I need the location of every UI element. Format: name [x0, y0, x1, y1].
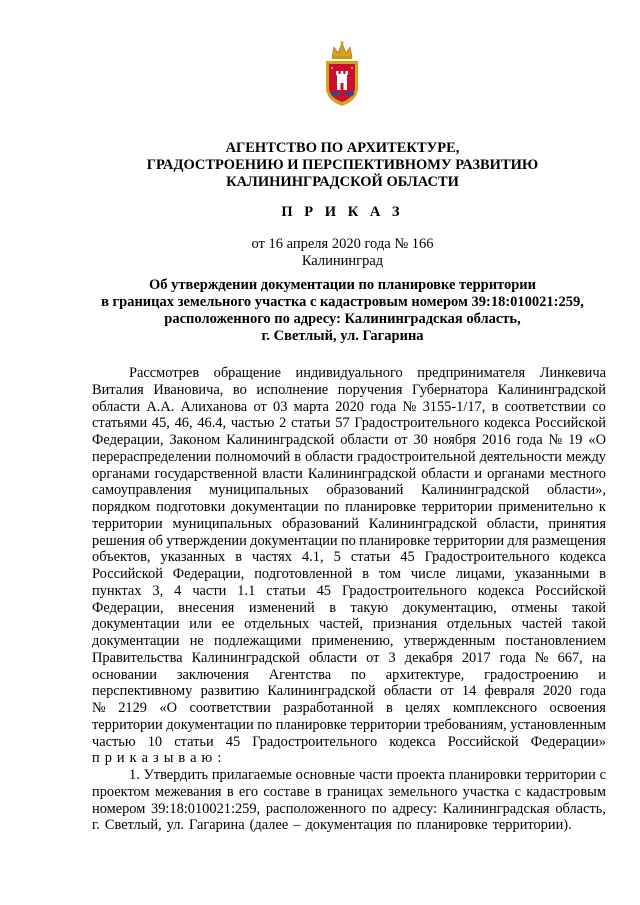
body-line — [92, 499, 606, 516]
body-word: документацию, — [402, 599, 497, 616]
body-word: кодекса — [477, 582, 525, 599]
body-word: 46.4, — [197, 415, 227, 432]
body-word: статьи — [174, 733, 214, 750]
body-word: отдельных — [446, 616, 512, 633]
body-word: ю — [201, 750, 213, 767]
body-word: 45 — [400, 549, 415, 566]
body-word: области — [383, 683, 433, 700]
body-word: планировке — [275, 716, 347, 733]
body-word: г. — [92, 817, 100, 834]
body-line — [92, 667, 606, 684]
body-line — [92, 717, 606, 734]
body-word: 667, — [557, 649, 583, 666]
body-line — [92, 600, 606, 617]
body-word: года — [499, 649, 526, 666]
body-line — [92, 415, 606, 432]
body-word: Калининградской — [368, 515, 478, 532]
body-line — [92, 399, 606, 416]
body-word: – — [293, 817, 301, 834]
body-word: муниципальных — [172, 515, 273, 532]
body-word: подготовки — [156, 499, 226, 515]
body-word: Калининградской — [307, 465, 417, 482]
body-word: признания — [372, 616, 438, 633]
body-line — [92, 365, 606, 382]
body-word: земельного — [388, 783, 458, 800]
body-word: 45, — [151, 415, 170, 432]
body-word: 2020 — [542, 683, 572, 700]
body-word: к — [598, 499, 606, 515]
subject-line-1: Об утверждении документации по планировке территории — [148, 277, 537, 293]
body-word: документации — [231, 499, 319, 515]
body-word: Светлый, — [104, 817, 162, 834]
body-word: декабря — [404, 649, 453, 666]
body-word: обращение — [213, 365, 282, 381]
body-word: индивидуального — [295, 365, 403, 381]
body-word: порядком — [92, 499, 151, 515]
body-word: частей, — [318, 616, 363, 633]
body-word: Правительства — [92, 649, 183, 666]
body-word: его — [238, 783, 259, 800]
body-word: развитию — [200, 683, 260, 700]
body-word: основании — [92, 666, 157, 683]
body-word: размещения — [531, 532, 606, 549]
body-word: и — [598, 666, 606, 683]
body-word: территории). — [492, 817, 572, 834]
body-word: 10 — [147, 733, 163, 750]
body-word: Российской — [447, 733, 519, 750]
body-word: документации — [166, 716, 254, 733]
body-word: от — [253, 398, 267, 415]
body-word: органами — [92, 465, 150, 482]
body-word: изменений — [248, 599, 315, 616]
body-word: частью — [92, 733, 136, 750]
body-word: 5 — [333, 549, 341, 566]
body-word: Агентства — [268, 666, 332, 683]
body-word: по — [324, 499, 340, 515]
body-word: 45 — [316, 582, 331, 599]
body-word: документация — [305, 817, 392, 834]
body-line — [92, 382, 606, 399]
body-word: Ивановича, — [153, 381, 224, 398]
body-word: кодекса — [389, 733, 436, 750]
body-word: Виталия — [92, 381, 144, 398]
body-word: соответствии — [504, 398, 586, 415]
body-word: года — [579, 683, 606, 700]
body-word: и — [474, 465, 483, 482]
agency-line-1: АГЕНТСТВО ПО АРХИТЕКТУРЕ, — [225, 140, 460, 156]
body-word: Российской — [534, 415, 606, 432]
body-word: 3155-1/17, — [422, 398, 486, 415]
body-word: года — [516, 432, 543, 448]
body-word: статьи — [350, 549, 391, 566]
body-word: освоения — [549, 700, 606, 716]
body-word: 1. — [129, 767, 140, 783]
body-word: Российской — [92, 566, 163, 582]
body-word: в — [329, 599, 336, 616]
body-word: А.А. — [146, 398, 175, 415]
body-word: 2 — [279, 415, 287, 432]
body-word: отмены — [511, 599, 558, 616]
body-word: планировки — [448, 767, 522, 783]
body-word: кодекса — [483, 415, 531, 432]
body-word: Рассмотрев — [129, 365, 200, 381]
body-word: части — [358, 767, 393, 783]
body-word: № — [548, 432, 563, 448]
body-word: целях — [405, 700, 441, 716]
body-word: 03 — [273, 398, 288, 415]
body-line — [92, 482, 606, 499]
body-word: а — [141, 750, 148, 767]
body-word: планировке — [359, 532, 431, 549]
body-word: требованиям, — [424, 716, 507, 733]
body-word: проекта — [396, 767, 445, 783]
body-word: Калининградской — [191, 649, 300, 666]
body-word: участка — [462, 783, 510, 800]
body-line — [92, 750, 606, 767]
body-word: применительно — [498, 499, 594, 515]
body-line — [92, 734, 606, 751]
body-word: Калининградской — [421, 482, 530, 499]
body-word: объектов, — [92, 549, 151, 566]
body-word: установленным — [510, 716, 606, 733]
body-word: области — [340, 432, 389, 448]
body-word: территории — [92, 515, 163, 532]
body-word: принятия — [548, 515, 606, 532]
body-word: постановлением — [505, 633, 606, 649]
body-line — [92, 700, 606, 717]
body-word: года — [370, 398, 397, 415]
body-word: в — [386, 700, 393, 716]
body-word: Калининградской — [267, 683, 376, 700]
body-word: указанных — [160, 549, 226, 566]
body-word: р — [104, 750, 112, 767]
body-word: территории — [525, 767, 596, 783]
body-word: с — [514, 783, 521, 800]
body-word: границах — [326, 783, 384, 800]
body-word: 2016 — [481, 432, 511, 448]
body-word: документации — [92, 633, 180, 649]
order-date: от 16 апреля 2020 года № 166 — [251, 236, 434, 252]
body-word: Калининградская — [442, 800, 550, 817]
body-word: 2020 — [335, 398, 364, 415]
body-word: частью — [230, 415, 275, 432]
agency-line-2: ГРАДОСТРОЕНИЮ И ПЕРСПЕКТИВНОМУ РАЗВИТИЮ — [146, 157, 539, 173]
subject-line-2: в границах земельного участка с кадастровым номером 39:18:010021:259, — [101, 294, 584, 310]
body-word: такой — [571, 599, 606, 616]
body-word: числе — [410, 566, 446, 582]
body-word: государственной — [154, 465, 258, 482]
body-word: местного — [549, 465, 606, 482]
body-word: утвержденным — [403, 633, 496, 649]
body-word: территории — [350, 716, 421, 733]
body-word: Федерации» — [530, 733, 606, 750]
body-line — [92, 650, 606, 667]
body-word: пунктах — [92, 582, 142, 599]
body-word: Линкевича — [539, 365, 606, 381]
body-word: частей — [521, 616, 563, 633]
body-word: образований — [326, 482, 404, 499]
body-word: области — [308, 649, 358, 666]
body-word: Градостроительного — [354, 415, 480, 432]
body-word: «О — [159, 700, 178, 716]
body-word: в — [226, 783, 234, 800]
body-word: номером — [92, 800, 146, 817]
order-subject — [80, 277, 605, 345]
body-word: применению, — [311, 633, 394, 649]
body-word: с — [599, 767, 606, 783]
body-word: области — [421, 465, 470, 482]
body-line — [92, 767, 606, 784]
body-line — [92, 449, 606, 466]
body-word: архитектуре, — [385, 666, 465, 683]
body-word: 39:18:010021:259, — [151, 800, 261, 817]
body-word: статьи — [266, 582, 306, 599]
body-word: в — [314, 783, 322, 800]
body-word: Алиханова — [180, 398, 248, 415]
body-word: Федерации, — [92, 432, 164, 448]
body-word: территории — [421, 499, 493, 515]
body-word: по — [396, 817, 412, 834]
body-word: подготовленной — [254, 566, 353, 582]
body-word: Федерации, — [92, 599, 164, 616]
body-word: не — [189, 633, 204, 649]
body-word: по — [350, 666, 366, 683]
body-line — [92, 466, 606, 483]
body-word: ноября — [433, 432, 477, 448]
body-word: комплексного — [452, 700, 538, 716]
body-line — [92, 784, 606, 801]
body-word: к — [129, 750, 137, 767]
body-word: поручения — [337, 381, 403, 398]
body-word: решения — [92, 532, 146, 549]
body-word: планировке — [416, 817, 488, 834]
body-word: по — [340, 532, 356, 549]
body-word: образований — [281, 515, 359, 532]
order-city: Калининград — [301, 253, 384, 269]
body-word: 4.1, — [301, 549, 324, 566]
body-word: кадастровым — [526, 783, 606, 800]
body-word: составе — [263, 783, 310, 800]
body-word: перспективному — [92, 683, 193, 700]
body-word: Градостроительного — [424, 549, 550, 566]
body-word: статьи — [291, 415, 331, 432]
body-word: 19 — [568, 432, 583, 448]
body-word: Гагарина — [189, 817, 245, 834]
body-word: отдельных — [244, 616, 310, 633]
body-word: 45 — [225, 733, 241, 750]
body-word: основные — [295, 767, 356, 783]
body-line — [92, 566, 606, 583]
body-word: 46, — [174, 415, 193, 432]
body-word: указанными — [514, 566, 590, 582]
body-word: и — [116, 750, 125, 767]
body-line — [92, 616, 606, 633]
body-word: з — [153, 750, 159, 767]
body-word: в — [294, 448, 302, 465]
subject-line-4: г. Светлый, ул. Гагарина — [261, 328, 424, 344]
body-word: области, — [486, 515, 539, 532]
body-word: 3, — [152, 582, 164, 599]
body-word: полномочий — [215, 448, 291, 465]
body-word: по — [371, 800, 387, 817]
body-word: на — [591, 649, 606, 666]
body-line — [92, 801, 606, 818]
body-word: Федерации, — [172, 566, 245, 582]
body-word: области — [305, 448, 354, 465]
body-word: февраля — [484, 683, 535, 700]
body-word: 2129 — [118, 700, 147, 716]
body-word: территории — [433, 532, 505, 549]
body-word: части — [192, 582, 227, 599]
body-word: подлежащими — [214, 633, 302, 649]
body-word: для — [507, 532, 529, 549]
body-word: градостроению — [484, 666, 579, 683]
body-word: со — [592, 398, 606, 415]
body-word: (далее — [249, 817, 289, 834]
body-word: такой — [571, 616, 606, 633]
body-word: № — [402, 398, 417, 415]
body-word: расположенного — [265, 800, 366, 817]
body-word: деятельности — [479, 448, 562, 465]
body-word: от — [440, 683, 454, 700]
body-word: области — [92, 398, 141, 415]
body-word: от — [394, 432, 408, 448]
body-word: документации — [92, 616, 180, 633]
body-line — [92, 583, 606, 600]
subject-line-3: расположенного по адресу: Калининградская область, — [164, 311, 521, 327]
body-word: заключения — [176, 666, 249, 683]
body-word: во — [232, 381, 247, 398]
body-word: об — [148, 532, 163, 549]
body-word: область, — [555, 800, 606, 817]
body-word: муниципальных — [209, 482, 309, 499]
body-word: частях — [252, 549, 292, 566]
body-line — [92, 533, 606, 550]
body-line — [92, 817, 606, 834]
body-line — [92, 683, 606, 700]
body-word: внесения — [178, 599, 235, 616]
body-word: адресу: — [392, 800, 438, 817]
body-word: межевания — [154, 783, 222, 800]
body-word: Утвердить — [143, 767, 209, 783]
body-word: кодекса — [559, 549, 606, 566]
body-word: или — [189, 616, 212, 633]
body-word: статьями — [92, 415, 148, 432]
body-word: 14 — [461, 683, 477, 700]
body-word: в — [178, 750, 186, 767]
body-word: территории — [92, 716, 163, 733]
body-word: ул. — [166, 817, 185, 834]
body-word: разработанной — [283, 700, 374, 716]
agency-line-3: КАЛИНИНГРАДСКОЙ ОБЛАСТИ — [226, 174, 459, 190]
body-word: градостроительной — [357, 448, 476, 465]
body-word: № — [534, 649, 549, 666]
body-word: 3 — [388, 649, 396, 666]
order-body — [92, 365, 606, 834]
body-word: 4 — [174, 582, 182, 599]
body-word: ее — [221, 616, 235, 633]
body-word: соответствии — [189, 700, 271, 716]
body-word: перераспределении — [92, 448, 212, 465]
body-word: лицами, — [455, 566, 506, 582]
body-word: Калининградской — [497, 381, 606, 398]
kaliningrad-coat-of-arms-icon — [323, 40, 361, 108]
body-word: области», — [547, 482, 606, 499]
body-word: Губернатора — [412, 381, 489, 398]
body-word: в — [362, 566, 370, 582]
body-word: п — [92, 750, 100, 767]
body-word: самоуправления — [92, 482, 192, 499]
body-word: а — [190, 750, 197, 767]
body-word: Калининградской — [226, 432, 335, 448]
body-word: Градостроительного — [341, 582, 467, 599]
body-word: 1.1 — [237, 582, 256, 599]
body-word: 30 — [413, 432, 428, 448]
body-word: Российской — [535, 582, 606, 599]
body-word: Законом — [169, 432, 221, 448]
order-title: П Р И К А З — [281, 204, 404, 220]
body-line — [92, 516, 606, 533]
body-word: 57 — [335, 415, 350, 432]
body-word: органами — [487, 465, 545, 482]
body-line — [92, 549, 606, 566]
body-word: Градостроительного — [252, 733, 378, 750]
body-word: власти — [262, 465, 303, 482]
body-word: прилагаемые — [211, 767, 292, 783]
body-word: № — [92, 700, 106, 716]
body-word: предпринимателя — [417, 365, 526, 381]
body-word: в — [235, 549, 243, 566]
body-word: ы — [163, 750, 174, 767]
body-line — [92, 432, 606, 449]
body-word: 2017 — [461, 649, 491, 666]
body-line — [92, 633, 606, 650]
body-word: по — [257, 716, 273, 733]
body-word: марта — [293, 398, 329, 415]
body-word: в — [599, 566, 606, 582]
body-word: документации — [250, 532, 338, 549]
body-word: планировке — [345, 499, 416, 515]
body-word: проектом — [92, 783, 150, 800]
body-word: такую — [350, 599, 389, 616]
body-word: между — [566, 448, 606, 465]
body-word: утверждении — [166, 532, 247, 549]
body-word: : — [217, 750, 222, 767]
body-word: в — [491, 398, 499, 415]
body-word: том — [378, 566, 402, 582]
body-word: от — [366, 649, 380, 666]
body-word: «О — [588, 432, 606, 448]
body-word: исполнение — [256, 381, 329, 398]
agency-heading — [80, 140, 605, 191]
